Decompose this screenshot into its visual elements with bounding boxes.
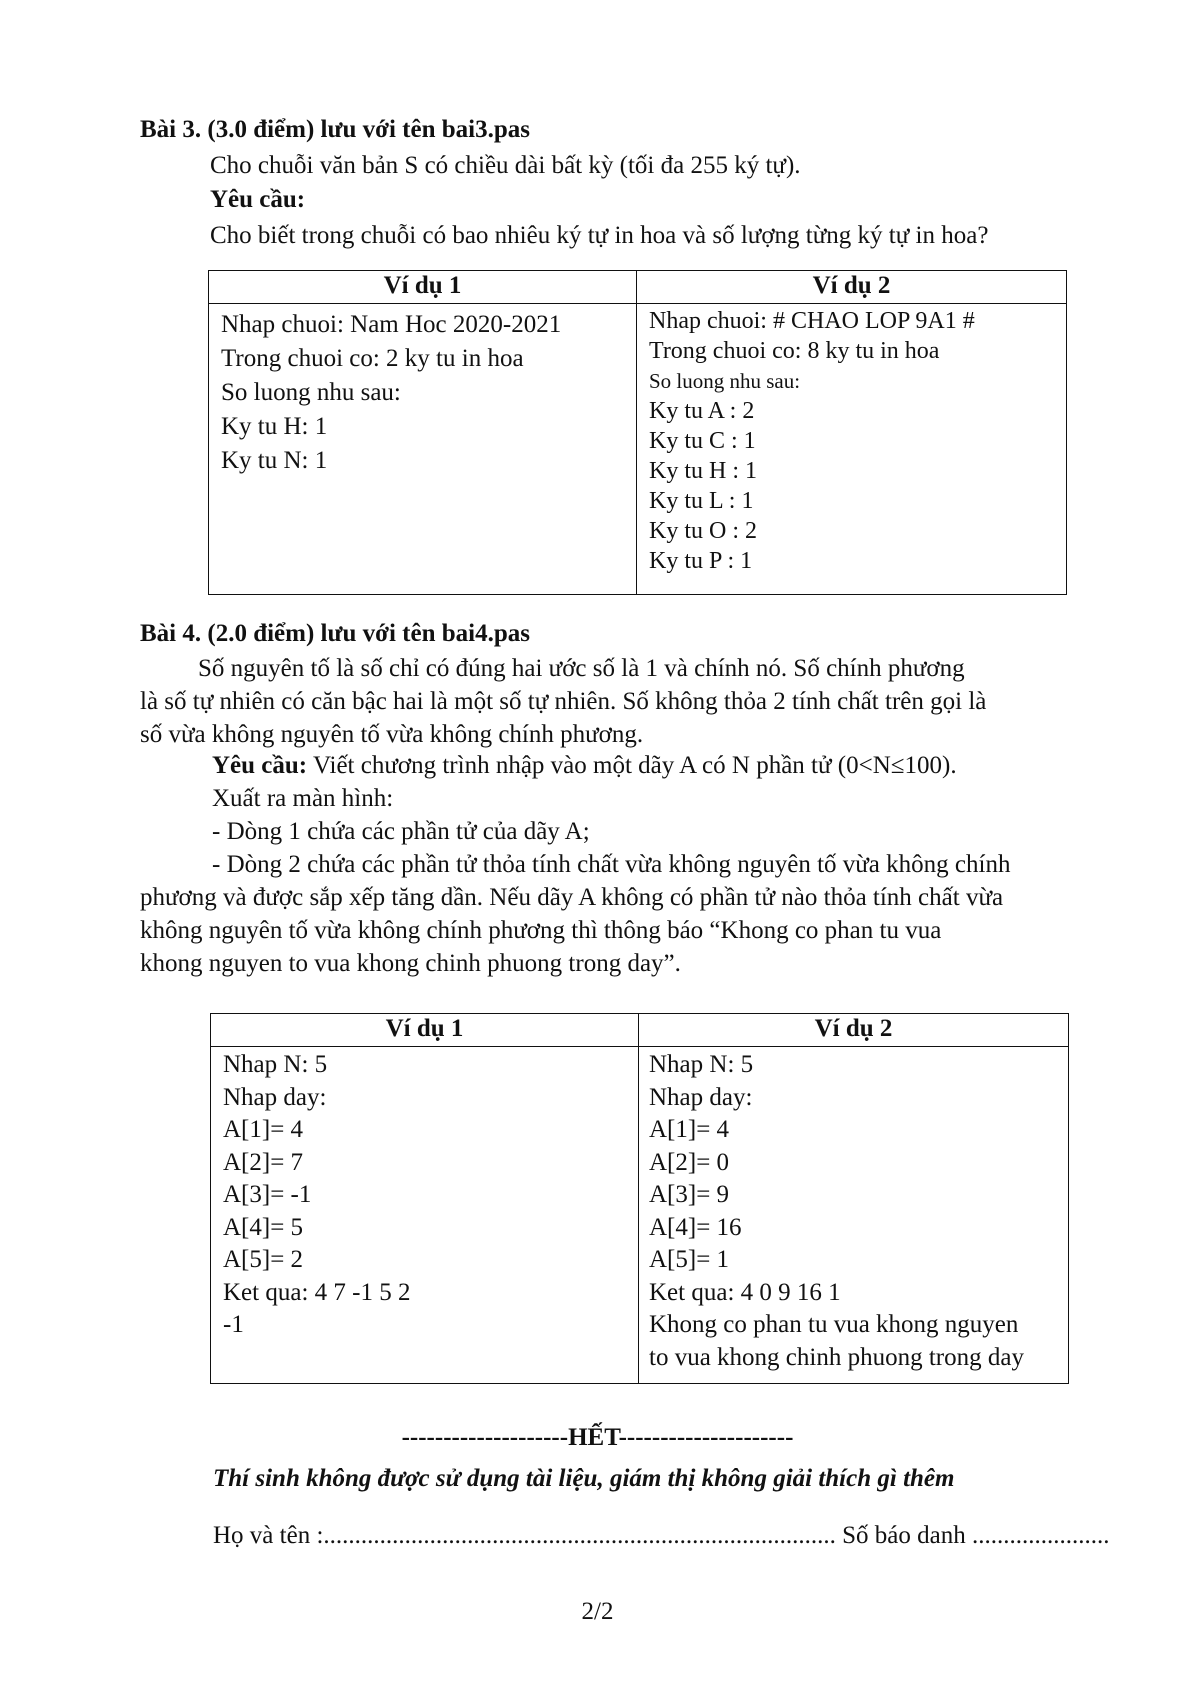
bai4-para-line: là số tự nhiên có căn bậc hai là một số tự nhiên. Số không thỏa 2 tính chất trên gọi là xyxy=(140,688,987,715)
bai3-ex1-line: Ky tu H: 1 xyxy=(221,413,328,440)
bai4-example1-cell xyxy=(211,1047,639,1384)
bai4-output-line: - Dòng 2 chứa các phần tử thỏa tính chất vừa không nguyên tố vừa không chính xyxy=(212,851,1011,878)
bai4-output-label: Xuất ra màn hình: xyxy=(212,785,394,812)
bai3-ex2-line: Ky tu O : 2 xyxy=(649,518,757,544)
bai4-requirement xyxy=(212,752,957,780)
bai4-ex1-line: -1 xyxy=(223,1311,244,1338)
bai3-ex2-line: Trong chuoi co: 8 ky tu in hoa xyxy=(649,338,940,364)
bai4-requirement-label: Yêu cầu: xyxy=(212,752,308,779)
bai4-output-line: khong nguyen to vua khong chinh phuong trong day”. xyxy=(140,950,681,977)
bai4-ex2-line: to vua khong chinh phuong trong day xyxy=(649,1343,1024,1371)
bai4-ex2-line: A[4]= 16 xyxy=(649,1213,742,1241)
bai3-ex2-line: Ky tu A : 2 xyxy=(649,398,755,424)
bai4-para-line: số vừa không nguyên tố vừa không chính phương. xyxy=(140,721,644,748)
bai4-ex2-line: A[3]= 9 xyxy=(649,1181,730,1208)
bai4-ex1-line: A[2]= 7 xyxy=(223,1148,304,1176)
bai4-ex2-line: A[5]= 1 xyxy=(649,1246,730,1273)
bai3-requirement-text: Cho biết trong chuỗi có bao nhiêu ký tự in hoa và số lượng từng ký tự in hoa? xyxy=(210,222,989,249)
bai3-example1-header: Ví dụ 1 xyxy=(209,271,637,304)
name-dots: .................................................................................. xyxy=(323,1522,836,1549)
bai4-output-line: - Dòng 1 chứa các phần tử của dãy A; xyxy=(212,818,590,845)
bai3-ex2-line: Ky tu H : 1 xyxy=(649,458,757,484)
bai4-example2-cell xyxy=(639,1047,1069,1384)
bai4-example-table xyxy=(210,1013,1069,1384)
sbd-dots: ...................... xyxy=(972,1522,1110,1549)
bai4-example2-header: Ví dụ 2 xyxy=(639,1014,1069,1047)
bai4-ex2-line: Ket qua: 4 0 9 16 1 xyxy=(649,1278,841,1306)
bai4-ex2-line: A[1]= 4 xyxy=(649,1116,730,1143)
bai4-ex1-line: Nhap day: xyxy=(223,1083,327,1111)
bai4-ex1-line: A[1]= 4 xyxy=(223,1116,304,1143)
bai4-requirement-text: Viết chương trình nhập vào một dãy A có N phần tử (0<N≤100). xyxy=(312,752,957,779)
bai4-example1-header: Ví dụ 1 xyxy=(211,1014,639,1047)
sbd-label: Số báo danh xyxy=(842,1522,966,1549)
bai3-ex1-line: Ky tu N: 1 xyxy=(221,447,328,474)
bai3-example2-header: Ví dụ 2 xyxy=(637,271,1067,304)
bai4-output-line: phương và được sắp xếp tăng dần. Nếu dãy A không có phần tử nào thỏa tính chất vừa xyxy=(140,884,1004,911)
bai4-ex2-line: Nhap day: xyxy=(649,1083,753,1111)
bai4-ex1-line: A[5]= 2 xyxy=(223,1246,304,1273)
bai4-ex1-line: Nhap N: 5 xyxy=(223,1051,328,1078)
name-label: Họ và tên : xyxy=(213,1522,324,1549)
bai4-para-line: Số nguyên tố là số chỉ có đúng hai ước số là 1 và chính nó. Số chính phương xyxy=(198,655,965,682)
bai4-output-line: không nguyên tố vừa không chính phương thì thông báo “Khong co phan tu vua xyxy=(140,917,942,944)
bai3-intro: Cho chuỗi văn bản S có chiều dài bất kỳ (tối đa 255 ký tự). xyxy=(210,152,801,179)
bai4-title: Bài 4. (2.0 điểm) lưu với tên bai4.pas xyxy=(140,620,530,647)
bai3-ex2-line: So luong nhu sau: xyxy=(649,369,801,393)
bai3-example1-cell xyxy=(209,304,637,595)
end-marker: --------------------HẾT--------------------- xyxy=(401,1424,794,1451)
exam-note: Thí sinh không được sử dụng tài liệu, giám thị không giải thích gì thêm xyxy=(213,1465,955,1492)
bai4-ex2-line: Nhap N: 5 xyxy=(649,1051,754,1078)
candidate-line xyxy=(213,1522,1110,1550)
bai4-ex2-line: Khong co phan tu vua khong nguyen xyxy=(649,1311,1019,1338)
bai3-example-table xyxy=(208,270,1067,595)
bai3-requirement-label: Yêu cầu: xyxy=(210,186,306,213)
bai3-ex2-line: Ky tu L : 1 xyxy=(649,488,754,514)
bai3-ex1-line: Trong chuoi co: 2 ky tu in hoa xyxy=(221,345,524,372)
bai4-ex1-line: A[3]= -1 xyxy=(223,1181,312,1208)
bai3-ex2-line: Ky tu P : 1 xyxy=(649,548,753,574)
bai3-ex2-line: Nhap chuoi: # CHAO LOP 9A1 # xyxy=(649,308,975,334)
bai3-example2-cell xyxy=(637,304,1067,595)
bai3-title: Bài 3. (3.0 điểm) lưu với tên bai3.pas xyxy=(140,116,530,143)
bai4-ex1-line: Ket qua: 4 7 -1 5 2 xyxy=(223,1278,411,1306)
page-number: 2/2 xyxy=(581,1598,614,1625)
bai4-ex2-line: A[2]= 0 xyxy=(649,1148,730,1176)
bai4-ex1-line: A[4]= 5 xyxy=(223,1213,304,1241)
bai3-ex2-line: Ky tu C : 1 xyxy=(649,428,756,454)
bai3-ex1-line: So luong nhu sau: xyxy=(221,379,401,406)
bai3-ex1-line: Nhap chuoi: Nam Hoc 2020-2021 xyxy=(221,311,562,338)
